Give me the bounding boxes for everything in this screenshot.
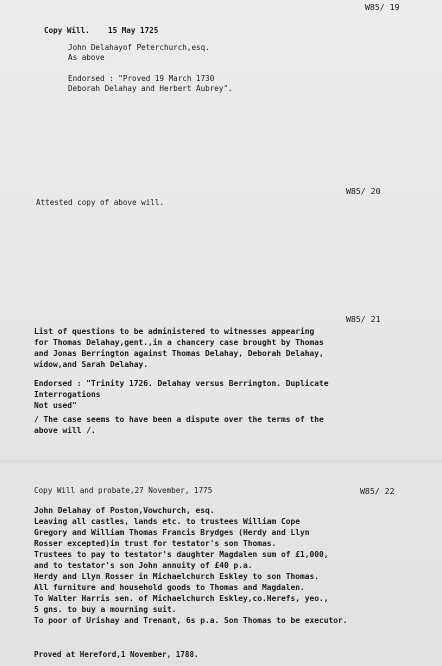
- page-fold-shadow: [0, 460, 442, 464]
- entry-line: List of questions to be administered to witnesses appearing: [34, 327, 315, 336]
- endorsement-line: Endorsed : "Proved 19 March 1730: [68, 74, 215, 83]
- entry-line: Trustees to pay to testator's daughter Magdalen sum of £1,000,: [34, 550, 329, 559]
- reference-number: W85/ 21: [346, 314, 381, 324]
- note-line: / The case seems to have been a dispute over the terms of the: [34, 415, 324, 424]
- entry-text: [34, 505, 348, 626]
- entry-line: widow,and Sarah Delahay.: [34, 360, 149, 369]
- entry-line: and Jonas Berrington against Thomas Delahay, Deborah Delahay,: [34, 349, 324, 358]
- endorsement: [68, 74, 233, 94]
- entry-heading-date: 15 May 1725: [108, 26, 159, 35]
- reference-number: W85/ 19: [365, 2, 400, 12]
- editorial-note: [34, 414, 324, 436]
- entry-line: and to testator's son John annuity of £40 p.a.: [34, 561, 253, 570]
- endorsement-line: Deborah Delahay and Herbert Aubrey".: [68, 84, 233, 93]
- entry-line: All furniture and household goods to Thomas and Magdalen.: [34, 583, 305, 592]
- entry-text: [34, 326, 324, 370]
- endorsement-line: Endorsed : "Trinity 1726. Delahay versus Berrington. Duplicate: [34, 379, 329, 388]
- entry-line: As above: [68, 53, 105, 62]
- entry-heading: Copy Will.: [44, 26, 90, 35]
- entry-text: [68, 43, 210, 63]
- reference-number: W85/ 22: [360, 486, 395, 496]
- entry-line: for Thomas Delahay,gent.,in a chancery case brought by Thomas: [34, 338, 324, 347]
- reference-number: W85/ 20: [346, 186, 381, 196]
- endorsement: [34, 378, 329, 411]
- entry-line: John Delahayof Peterchurch,esq.: [68, 43, 210, 52]
- entry-line: John Delahay of Poston,Vowchurch, esq.: [34, 506, 215, 515]
- probate-line: Proved at Hereford,1 November, 1788.: [34, 650, 199, 659]
- entry-line: Attested copy of above will.: [36, 198, 165, 207]
- entry-line: Leaving all castles, lands etc. to trustees William Cope: [34, 517, 301, 526]
- note-line: above will /.: [34, 426, 96, 435]
- entry-line: Herdy and Llyn Rosser in Michaelchurch Eskley to son Thomas.: [34, 572, 320, 581]
- endorsement-line: Not used": [34, 401, 77, 410]
- entry-line: Gregory and William Thomas Francis Brydges (Herdy and Llyn: [34, 528, 310, 537]
- entry-line: To Walter Harris sen. of Michaelchurch Eskley,co.Herefs, yeo.,: [34, 594, 329, 603]
- entry-line: 5 gns. to buy a mourning suit.: [34, 605, 177, 614]
- entry-line: To poor of Urishay and Trenant, 6s p.a. Son Thomas to be executor.: [34, 616, 348, 625]
- entry-heading: Copy Will and probate,27 November, 1775: [34, 486, 213, 495]
- endorsement-line: Interrogations: [34, 390, 101, 399]
- entry-line: Rosser excepted)in trust for testator's son Thomas.: [34, 539, 277, 548]
